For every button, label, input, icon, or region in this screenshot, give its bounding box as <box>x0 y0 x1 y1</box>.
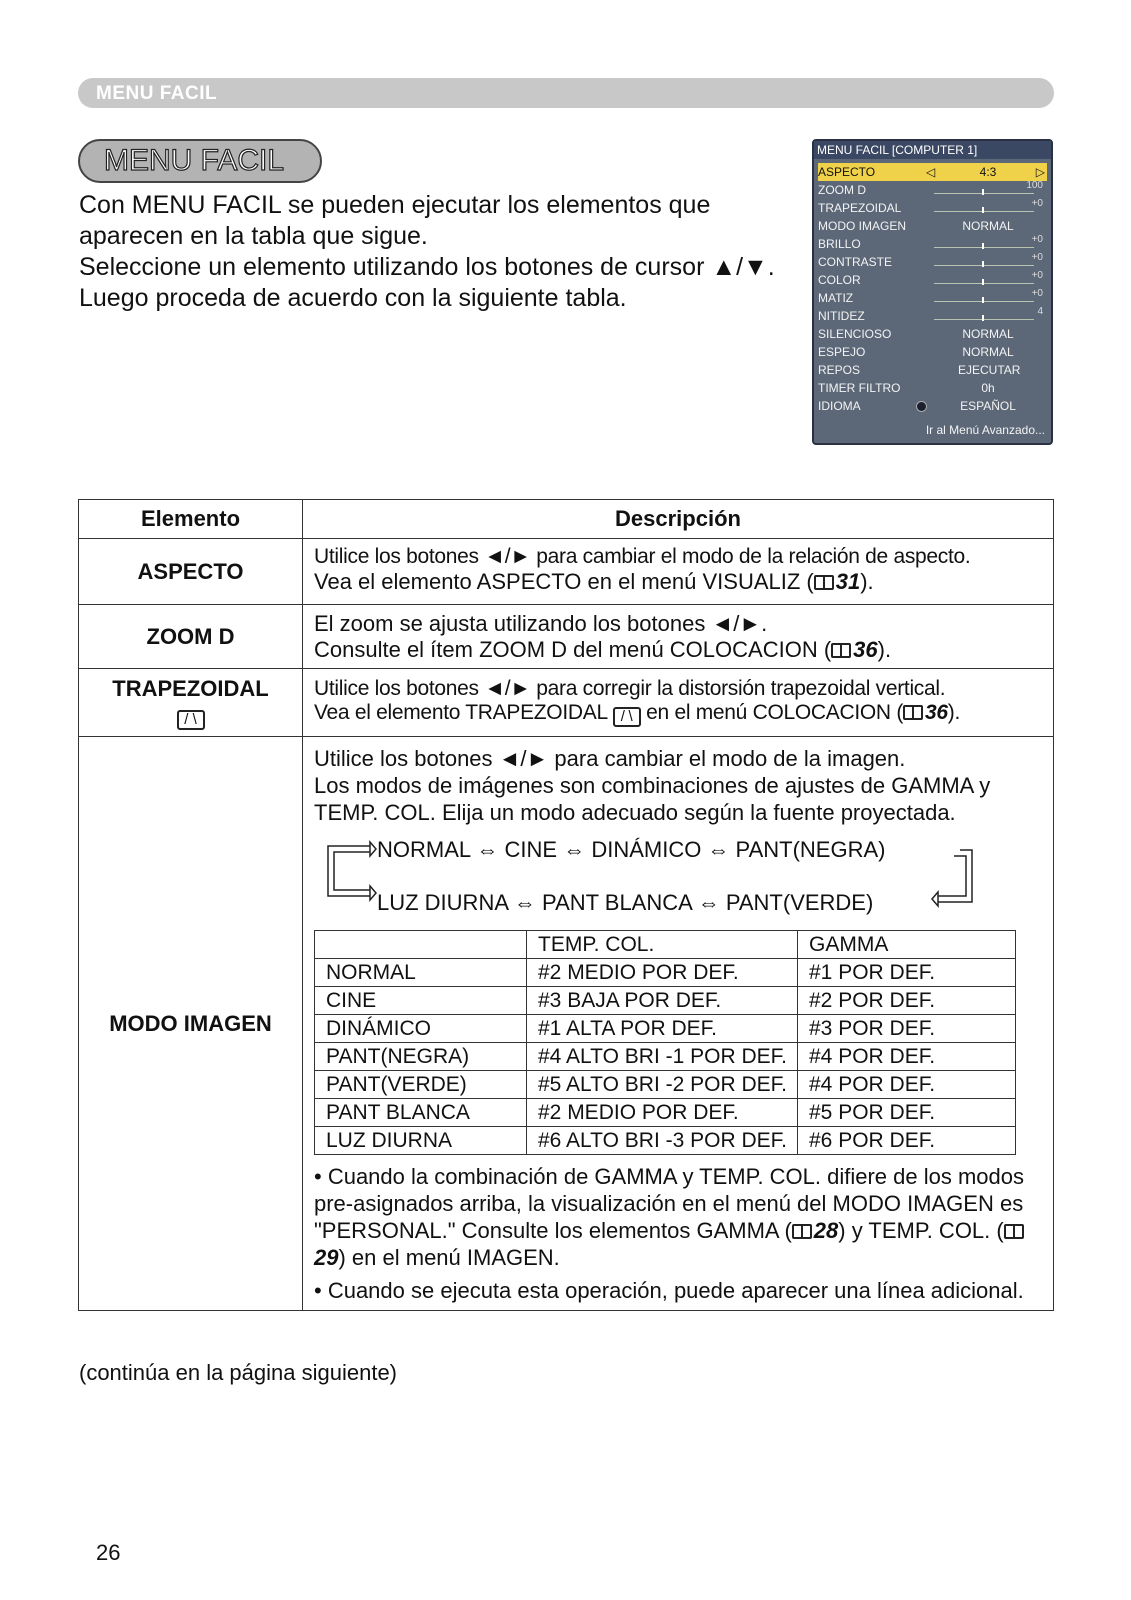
mode-settings-row <box>315 1071 1016 1099</box>
page-title: MENU FACIL <box>104 144 285 177</box>
section-header-label: MENU FACIL <box>96 83 218 104</box>
trapezoidal-desc-2: Vea el elemento TRAPEZOIDAL / \ en el menú COLOCACION ( 36). <box>314 701 961 725</box>
osd-row-value: ESPAÑOL <box>960 399 1016 413</box>
osd-slider <box>934 211 1034 212</box>
osd-slider <box>934 193 1034 194</box>
osd-row-label: TIMER FILTRO <box>818 381 901 395</box>
osd-row <box>818 379 1047 397</box>
osd-row <box>818 271 1047 289</box>
osd-row-label: SILENCIOSO <box>818 327 892 341</box>
osd-row <box>818 343 1047 361</box>
mode-settings-row <box>315 1015 1016 1043</box>
osd-slider <box>934 247 1034 248</box>
osd-row <box>818 361 1047 379</box>
mode-settings-cell: PANT(VERDE) <box>315 1071 527 1099</box>
osd-footer: Ir al Menú Avanzado... <box>925 423 1045 437</box>
mode-settings-cell: #5 ALTO BRI -2 POR DEF. <box>527 1071 798 1099</box>
mode-cycle-line-1: NORMAL ⇔ CINE ⇔ DINÁMICO ⇔ PANT(NEGRA) <box>377 837 886 862</box>
osd-row-value: NORMAL <box>962 219 1014 233</box>
zoom-desc-1: El zoom se ajusta utilizando los botones ◄/►. <box>314 611 768 636</box>
mode-settings-cell: #4 POR DEF. <box>798 1071 1016 1099</box>
osd-row-value: NORMAL <box>962 327 1014 341</box>
page-ref: 36 <box>853 637 878 662</box>
page-title-pill <box>78 139 322 183</box>
osd-row <box>818 199 1047 217</box>
continue-note: (continúa en la página siguiente) <box>79 1360 398 1385</box>
osd-slider <box>934 319 1034 320</box>
osd-row <box>818 181 1047 199</box>
osd-row-label: ZOOM D <box>818 183 866 197</box>
element-aspecto: ASPECTO <box>79 539 303 605</box>
osd-row <box>818 235 1047 253</box>
intro-paragraph-1: Con MENU FACIL se pueden ejecutar los elementos que aparecen en la tabla que sigue. <box>79 191 711 250</box>
book-ref-icon <box>792 1224 812 1239</box>
intro-text <box>79 190 779 314</box>
arrow-left-icon: ◁ <box>926 165 936 179</box>
intro-paragraph-2: Seleccione un elemento utilizando los botones de cursor ▲/▼. Luego proceda de acuerdo con la siguiente tabla. <box>79 253 775 312</box>
osd-row-label: TRAPEZOIDAL <box>818 201 902 215</box>
osd-slider <box>934 265 1034 266</box>
osd-row-label: ESPEJO <box>818 345 866 359</box>
osd-row <box>818 307 1047 325</box>
mode-settings-header: TEMP. COL. GAMMA <box>315 931 1016 959</box>
modo-desc-1: Utilice los botones ◄/► para cambiar el modo de la imagen. <box>314 746 906 771</box>
mode-settings-cell: #2 MEDIO POR DEF. <box>527 1099 798 1127</box>
mode-settings-row <box>315 959 1016 987</box>
mode-settings-cell: LUZ DIURNA <box>315 1127 527 1155</box>
mode-settings-cell: #3 BAJA POR DEF. <box>527 987 798 1015</box>
element-zoom-d: ZOOM D <box>79 605 303 669</box>
osd-row-label: NITIDEZ <box>818 309 865 323</box>
book-ref-icon <box>831 643 851 658</box>
osd-row-value: NORMAL <box>962 345 1014 359</box>
osd-row <box>818 325 1047 343</box>
osd-row <box>818 163 1047 181</box>
mode-settings-cell: #2 POR DEF. <box>798 987 1016 1015</box>
page-ref: 28 <box>813 1218 839 1243</box>
trapezoidal-label: TRAPEZOIDAL <box>112 675 269 701</box>
keystone-icon: / \ <box>613 707 641 727</box>
mode-settings-row <box>315 1127 1016 1155</box>
modo-desc-2: Los modos de imágenes son combinaciones de ajustes de GAMMA y TEMP. COL. Elija un modo adecuado según la fuente proyectada. <box>314 773 991 825</box>
modo-note-1: • Cuando la combinación de GAMMA y TEMP. COL. difiere de los modos pre-asignados arriba, la visualización en el menú del MODO IMAGEN es "PERSONAL." Consulte los elementos GAMMA ( 28) y TEMP. COL. (29) en el menú IMAGEN. <box>314 1164 1025 1270</box>
mode-settings-cell: #1 ALTA POR DEF. <box>527 1015 798 1043</box>
osd-title: MENU FACIL [COMPUTER 1] <box>814 141 1051 159</box>
mode-settings-cell: CINE <box>315 987 527 1015</box>
book-ref-icon <box>814 575 834 590</box>
osd-slider <box>934 301 1034 302</box>
mode-settings-cell: PANT BLANCA <box>315 1099 527 1127</box>
page-number: 26 <box>96 1540 121 1565</box>
element-trapezoidal <box>79 669 303 737</box>
arrow-right-icon: ▷ <box>1035 165 1045 179</box>
osd-row-label: IDIOMA <box>818 399 861 413</box>
mode-settings-cell: #5 POR DEF. <box>798 1099 1016 1127</box>
mode-settings-cell: DINÁMICO <box>315 1015 527 1043</box>
osd-row-number: +0 <box>1031 234 1043 245</box>
osd-row-value: 4:3 <box>979 165 997 179</box>
mode-settings-cell: #6 ALTO BRI -3 POR DEF. <box>527 1127 798 1155</box>
osd-row-label: BRILLO <box>818 237 861 251</box>
osd-row <box>818 253 1047 271</box>
table-row-modo-imagen <box>79 737 1054 1311</box>
book-ref-icon <box>903 705 923 720</box>
mode-cycle-line-2: LUZ DIURNA ⇔ PANT BLANCA ⇔ PANT(VERDE) <box>377 890 874 915</box>
mode-cycle-diagram <box>314 834 1053 922</box>
osd-row <box>818 217 1047 235</box>
book-ref-icon <box>1004 1224 1024 1239</box>
osd-row-number: +0 <box>1031 270 1043 281</box>
osd-menu-screenshot <box>812 139 1053 445</box>
table-row-zoom <box>79 605 1054 669</box>
mode-settings-table <box>314 930 1016 1155</box>
osd-row <box>818 289 1047 307</box>
osd-row-value: EJECUTAR <box>958 363 1021 377</box>
element-modo-imagen: MODO IMAGEN <box>79 737 303 1311</box>
mode-settings-cell: NORMAL <box>315 959 527 987</box>
header-descripcion: Descripción <box>303 500 1054 539</box>
table-row-trapezoidal <box>79 669 1054 737</box>
osd-row-value: 0h <box>981 381 995 395</box>
osd-row-label: MODO IMAGEN <box>818 219 907 233</box>
header-elemento: Elemento <box>79 500 303 539</box>
aspecto-desc-1: Utilice los botones ◄/► para cambiar el modo de la relación de aspecto. <box>314 545 971 568</box>
osd-row-label: ASPECTO <box>818 165 876 179</box>
mode-settings-cell: #2 MEDIO POR DEF. <box>527 959 798 987</box>
osd-row <box>818 397 1047 415</box>
osd-row-label: REPOS <box>818 363 861 377</box>
function-table <box>78 499 1054 1311</box>
osd-row-number: +0 <box>1031 198 1043 209</box>
osd-slider <box>934 283 1034 284</box>
mode-settings-cell: #1 POR DEF. <box>798 959 1016 987</box>
osd-row-label: CONTRASTE <box>818 255 893 269</box>
modo-note-2: • Cuando se ejecuta esta operación, puede aparecer una línea adicional. <box>314 1278 1024 1303</box>
mode-settings-cell: #4 POR DEF. <box>798 1043 1016 1071</box>
page-ref: 36 <box>925 701 948 724</box>
aspecto-desc-2: Vea el elemento ASPECTO en el menú VISUALIZ ( 31). <box>314 569 874 594</box>
osd-row-number: +0 <box>1031 288 1043 299</box>
mode-settings-cell: #3 POR DEF. <box>798 1015 1016 1043</box>
mode-settings-cell: #4 ALTO BRI -1 POR DEF. <box>527 1043 798 1071</box>
osd-row-number: 100 <box>1026 180 1043 191</box>
trapezoidal-desc-1: Utilice los botones ◄/► para corregir la distorsión trapezoidal vertical. <box>314 677 946 700</box>
mode-settings-cell: PANT(NEGRA) <box>315 1043 527 1071</box>
page-ref: 31 <box>835 569 861 594</box>
zoom-desc-2: Consulte el ítem ZOOM D del menú COLOCACION ( 36). <box>314 637 892 662</box>
page-ref: 29 <box>314 1245 339 1270</box>
osd-row-label: MATIZ <box>818 291 854 305</box>
globe-icon <box>916 401 927 412</box>
table-row-aspecto <box>79 539 1054 605</box>
mode-settings-row <box>315 1099 1016 1127</box>
osd-row-number: +0 <box>1031 252 1043 263</box>
osd-row-number: 4 <box>1037 306 1043 317</box>
osd-row-label: COLOR <box>818 273 861 287</box>
mode-settings-row <box>315 1043 1016 1071</box>
keystone-icon: / \ <box>177 710 205 730</box>
mode-settings-row <box>315 987 1016 1015</box>
section-header-bar <box>78 78 1054 108</box>
mode-settings-cell: #6 POR DEF. <box>798 1127 1016 1155</box>
